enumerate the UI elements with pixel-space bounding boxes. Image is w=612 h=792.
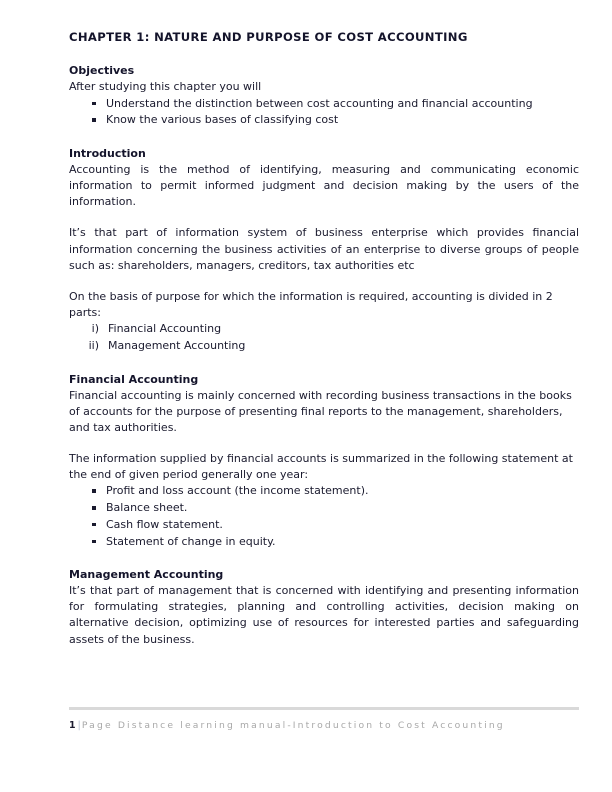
accounting-divisions-list: [69, 321, 579, 354]
objectives-intro: After studying this chapter you will: [69, 80, 262, 94]
introduction-paragraph-1: Accounting is the method of identifying, measuring and communicating economic information to permit informed judgment and decision making by the users of the information.: [69, 162, 579, 209]
square-bullet-icon: [92, 102, 96, 106]
page-footer: [69, 707, 579, 732]
list-item: [69, 96, 579, 113]
objectives-list: [69, 96, 579, 129]
list-item-label: Understand the distinction between cost accounting and financial accounting: [106, 96, 533, 110]
list-item-label: Know the various bases of classifying cost: [106, 113, 339, 127]
square-bullet-icon: [92, 506, 96, 510]
square-bullet-icon: [92, 118, 96, 122]
document-body: [69, 30, 579, 648]
introduction-heading: Introduction: [69, 147, 146, 161]
spacer: [69, 129, 579, 146]
list-item-label: Statement of change in equity.: [106, 534, 276, 548]
list-item-label: Financial Accounting: [108, 322, 222, 336]
list-item-label: Profit and loss account (the income statement).: [106, 484, 369, 498]
square-bullet-icon: [92, 523, 96, 527]
list-item: [69, 112, 579, 129]
list-item: [69, 338, 579, 355]
footer-divider: [69, 707, 579, 710]
list-item: [69, 321, 579, 338]
list-item-label: Balance sheet.: [106, 501, 188, 515]
financial-accounting-paragraph-1: Financial accounting is mainly concerned with recording business transactions in the books of accounts for the purpose of presenting final reports to the management, shareholders, and tax authorities.: [69, 388, 572, 434]
list-marker: i): [91, 322, 99, 336]
list-item: [69, 517, 579, 534]
spacer: [69, 436, 579, 451]
introduction-paragraph-2: It’s that part of information system of business enterprise which provides financial information concerning the business activities of an enterprise to diverse groups of people such as: shareholders, managers, creditors, tax authorities etc: [69, 226, 579, 272]
spacer: [69, 550, 579, 567]
financial-accounting-heading: Financial Accounting: [69, 372, 199, 386]
spacer: [69, 355, 579, 372]
management-accounting-paragraph-1: It’s that part of management that is concerned with identifying and presenting information for formulating strategies, planning and controlling activities, decision making on alternative decision, optimizing use of resources for interested parties and safeguarding assets of the business.: [69, 584, 579, 646]
footer-separator: |: [77, 720, 81, 731]
list-marker: ii): [88, 338, 99, 352]
square-bullet-icon: [92, 489, 96, 493]
list-item: [69, 534, 579, 551]
financial-statements-list: [69, 483, 579, 550]
spacer: [69, 210, 579, 225]
list-item: [69, 500, 579, 517]
spacer: [69, 274, 579, 289]
list-item-label: Cash flow statement.: [106, 517, 223, 531]
footer-text: [69, 719, 579, 732]
management-accounting-heading: Management Accounting: [69, 568, 224, 582]
list-item: [69, 483, 579, 500]
introduction-paragraph-3: On the basis of purpose for which the information is required, accounting is divided in 2 parts:: [69, 289, 553, 320]
list-item-label: Management Accounting: [108, 338, 246, 352]
chapter-title: CHAPTER 1: NATURE AND PURPOSE OF COST ACCOUNTING: [69, 30, 468, 44]
footer-label: Page Distance learning manual-Introduction to Cost Accounting: [81, 720, 505, 731]
objectives-heading: Objectives: [69, 64, 135, 78]
financial-accounting-paragraph-2: The information supplied by financial accounts is summarized in the following statement at the end of given period generally one year:: [69, 452, 573, 482]
footer-page-number: 1: [69, 720, 76, 731]
square-bullet-icon: [92, 540, 96, 544]
